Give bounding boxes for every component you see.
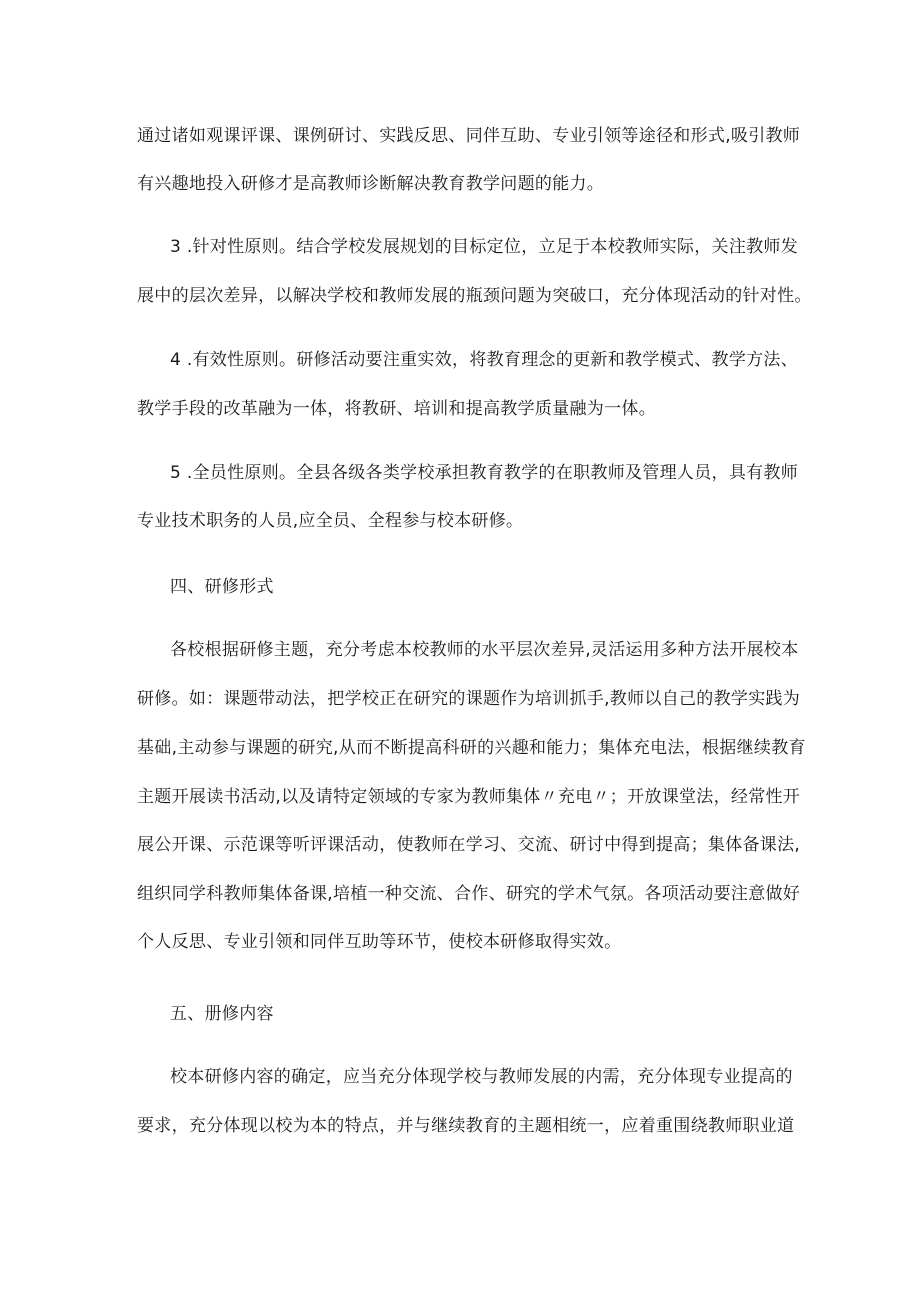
paragraph-line: 个人反思、专业引领和同伴互助等环节，使校本研修取得实效。 <box>137 932 622 952</box>
paragraph-line: 要求，充分体现以校为本的特点，并与继续教育的主题相统一，应着重围绕教师职业道 <box>137 1116 795 1136</box>
list-item-4-line-1: 4 .有效性原则。研修活动要注重实效，将教育理念的更新和教学模式、教学方法、 <box>170 350 799 370</box>
paragraph-line: 基础,主动参与课题的研究,从而不断提高科研的兴趣和能力；集体充电法，根据继续教育 <box>137 738 806 758</box>
section-heading-5: 五、册修内容 <box>170 1004 274 1024</box>
paragraph-line: 展公开课、示范课等听评课活动，使教师在学习、交流、研讨中得到提高；集体备课法, <box>137 835 801 855</box>
paragraph-line: 校本研修内容的确定，应当充分体现学校与教师发展的内需，充分体现专业提高的 <box>170 1067 793 1087</box>
paragraph-line: 组织同学科教师集体备课,培植一种交流、合作、研究的学术气氛。各项活动要注意做好 <box>137 884 801 904</box>
text-line: 有兴趣地投入研修才是高教师诊断解决教育教学问题的能力。 <box>137 174 605 194</box>
paragraph-line: 各校根据研修主题，充分考虑本校教师的水平层次差异,灵活运用多种方法开展校本 <box>170 640 799 660</box>
paragraph-line: 主题开展读书活动,以及请特定领域的专家为教师集体〃充电〃；开放课堂法，经常性开 <box>137 787 801 807</box>
list-item-5-line-1: 5 .全员性原则。全县各级各类学校承担教育教学的在职教师及管理人员，具有教师 <box>170 463 799 483</box>
section-heading-4: 四、研修形式 <box>170 577 274 597</box>
list-item-3-line-1: 3 .针对性原则。结合学校发展规划的目标定位，立足于本校教师实际，关注教师发 <box>170 237 799 257</box>
list-item-5-line-2: 专业技术职务的人员,应全员、全程参与校本研修。 <box>137 511 524 531</box>
paragraph-line: 研修。如：课题带动法，把学校正在研究的课题作为培训抓手,教师以自己的教学实践为 <box>137 689 801 709</box>
list-item-3-line-2: 展中的层次差异，以解决学校和教师发展的瓶颈问题为突破口，充分体现活动的针对性。 <box>137 286 812 306</box>
text-line: 通过诸如观课评课、课例研讨、实践反思、同伴互助、专业引领等途径和形式,吸引教师 <box>137 126 801 146</box>
list-item-4-line-2: 教学手段的改革融为一体，将教研、培训和提高教学质量融为一体。 <box>137 399 656 419</box>
